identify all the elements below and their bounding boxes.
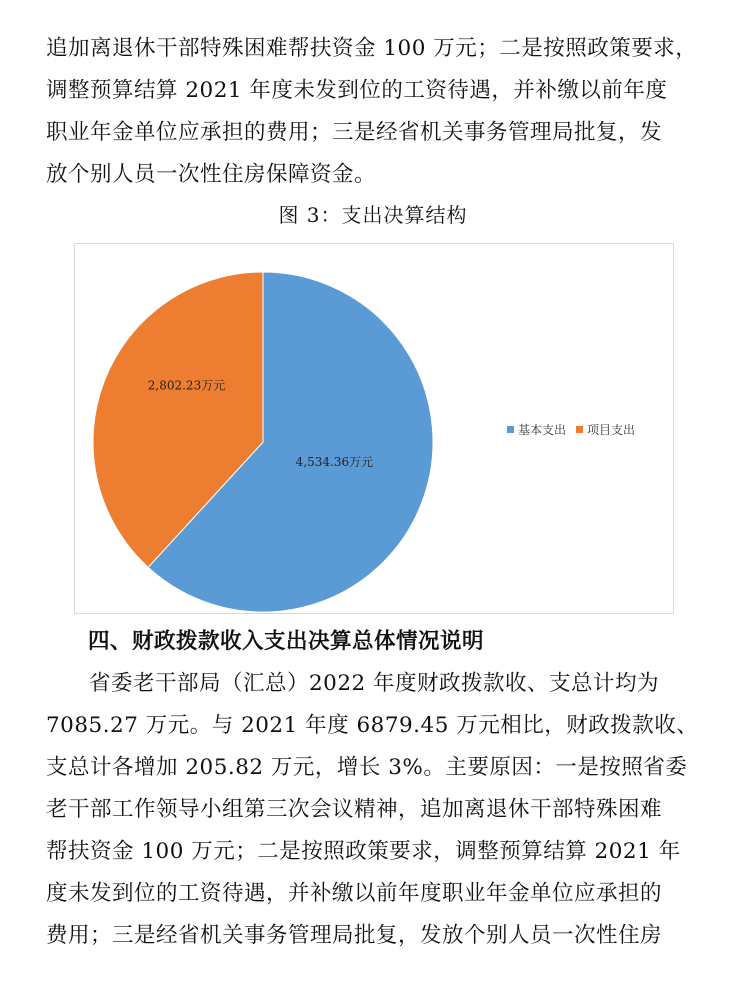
legend-item-project [576,421,635,438]
paragraph-line: 调整预算结算 2021 年度未发到位的工资待遇，并补缴以前年度 [46,78,668,103]
pie-data-label: 2,802.23万元 [147,378,226,393]
paragraph-line: 省委老干部局（汇总）2022 年度财政拨款收、支总计均为 [89,671,660,696]
legend-label: 基本支出 [518,423,567,437]
paragraph-line: 支总计各增加 205.82 万元，增长 3%。主要原因：一是按照省委 [46,755,688,780]
section-heading: 四、财政拨款收入支出决算总体情况说明 [88,629,485,654]
pie-slices [93,272,433,612]
bottom-paragraph [46,663,712,957]
top-paragraph [46,28,712,196]
pie-chart [74,243,674,614]
paragraph-line: 7085.27 万元。与 2021 年度 6879.45 万元相比，财政拨款收、 [46,713,699,738]
paragraph-line: 职业年金单位应承担的费用；三是经省机关事务管理局批复，发 [46,120,663,145]
legend-swatch [576,426,583,433]
paragraph-line: 老干部工作领导小组第三次会议精神，追加离退休干部特殊困难 [46,797,663,822]
paragraph-line: 费用；三是经省机关事务管理局批复，发放个别人员一次性住房 [46,923,663,948]
figure-caption: 图 3：支出决算结构 [278,203,468,227]
legend-swatch [507,426,514,433]
legend-item-basic [507,421,566,438]
paragraph-line: 帮扶资金 100 万元；二是按照政策要求，调整预算结算 2021 年 [46,839,681,864]
paragraph-line: 追加离退休干部特殊困难帮扶资金 100 万元；二是按照政策要求， [46,36,698,61]
paragraph-line: 放个别人员一次性住房保障资金。 [46,162,377,187]
chart-legend [507,421,645,438]
paragraph-line: 度未发到位的工资待遇，并补缴以前年度职业年金单位应承担的 [46,881,663,906]
legend-label: 项目支出 [587,423,636,437]
pie-data-label: 4,534.36万元 [295,454,374,469]
